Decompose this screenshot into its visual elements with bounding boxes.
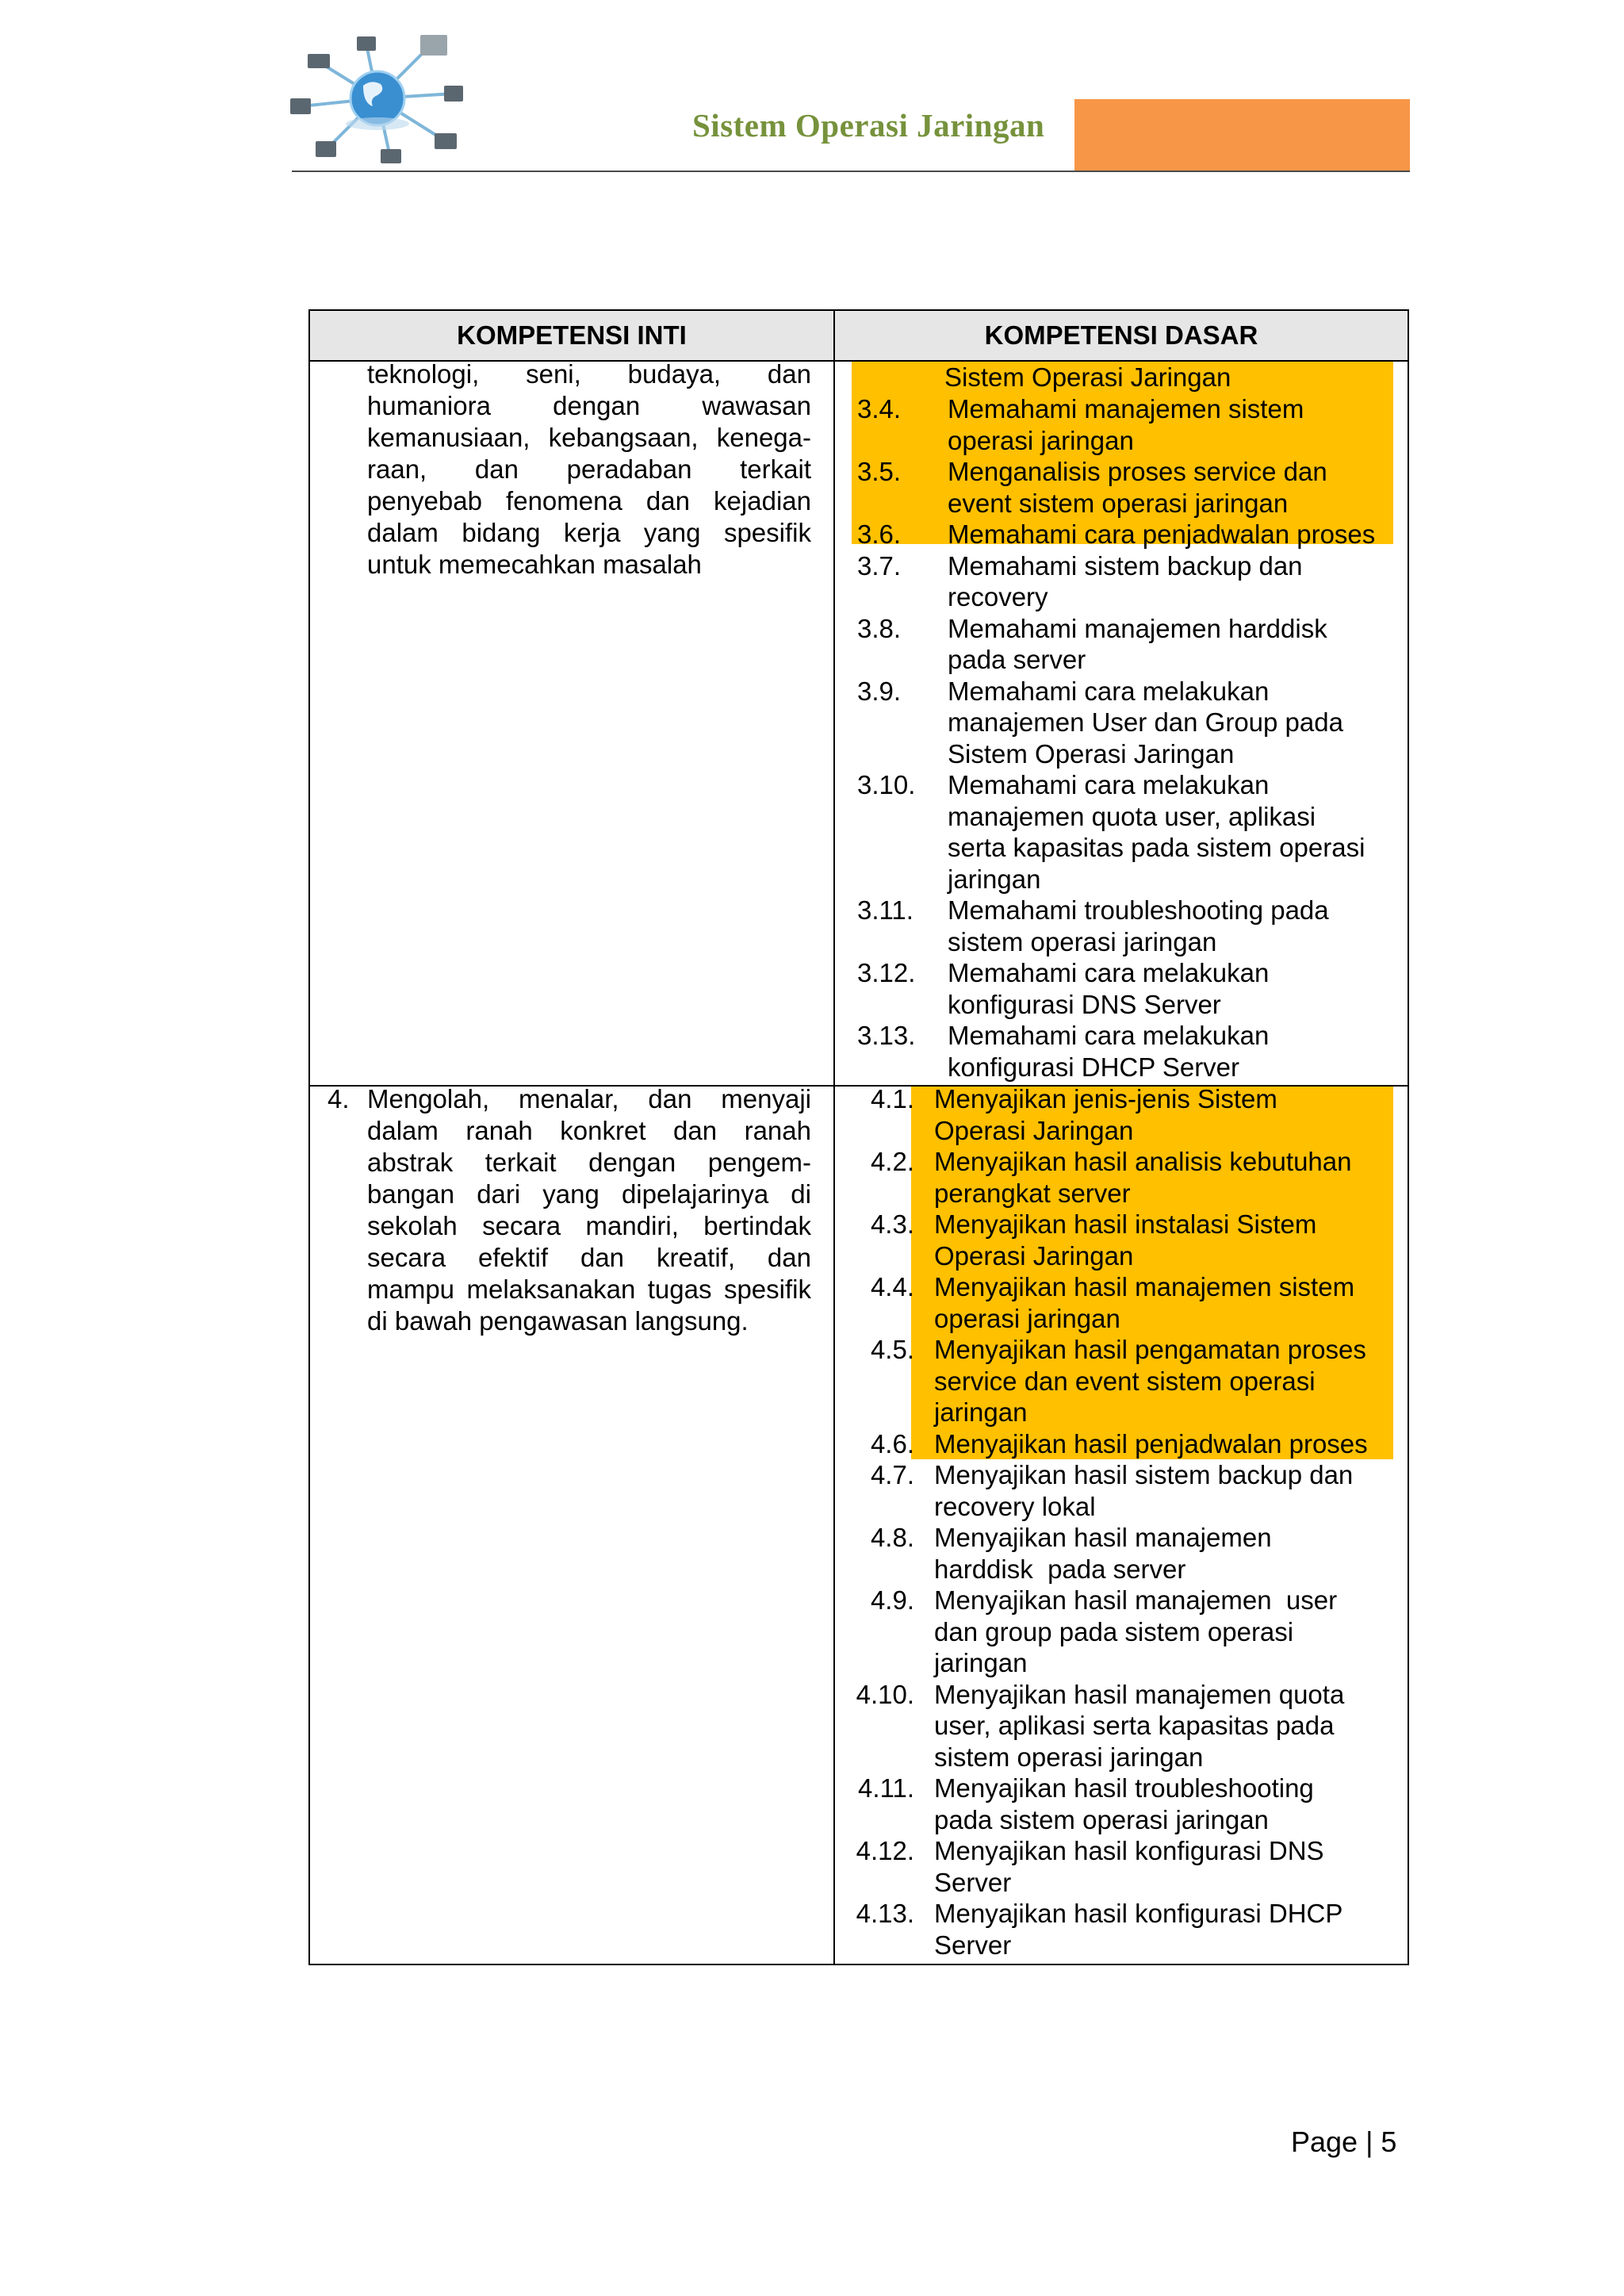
kd4-item-text: user, aplikasi serta kapasitas pada <box>934 1711 1335 1740</box>
ki-text-line: kemanusiaan, kebangsaan, kenega- <box>367 423 811 452</box>
kd4-item-number: 4.12. <box>856 1836 914 1865</box>
kd3-item-number: 3.5. <box>857 457 902 486</box>
kd3-item-text: manajemen User dan Group pada <box>948 707 1343 737</box>
kd4-item-number: 4.10. <box>856 1679 914 1709</box>
ki-text-line: abstrak terkait dengan pengem- <box>367 1148 811 1177</box>
kd4-item-text: dan group pada sistem operasi <box>934 1616 1294 1646</box>
header-title: Sistem Operasi Jaringan <box>692 107 1045 144</box>
kd4-item-text: Menyajikan hasil manajemen <box>934 1523 1272 1552</box>
header-kompetensi-inti: KOMPETENSI INTI <box>457 320 687 350</box>
kd4-item-text: jaringan <box>934 1648 1028 1677</box>
kd4-item-text: Menyajikan hasil instalasi Sistem <box>934 1209 1317 1239</box>
kd4-item-text: Menyajikan hasil sistem backup dan <box>934 1460 1354 1489</box>
kd3-item-text: jaringan <box>948 864 1041 894</box>
kd3-item-number: 3.7. <box>857 550 902 581</box>
ki-text-line: mampu melaksanakan tugas spesifik <box>367 1274 811 1304</box>
kd4-item-text: pada sistem operasi jaringan <box>934 1804 1269 1834</box>
kd4-item-number: 4.6. <box>870 1428 914 1458</box>
page-number: Page | 5 <box>1291 2125 1397 2158</box>
kd3-item-number: 3.8. <box>857 613 902 643</box>
kd4-item-text: Menyajikan hasil manajemen quota <box>934 1679 1345 1709</box>
ki-text-line: raan, dan peradaban terkait <box>367 454 811 484</box>
kd3-item-text: recovery <box>948 582 1048 611</box>
kd3-item-text: serta kapasitas pada sistem operasi <box>948 833 1365 862</box>
kd4-item-text: Menyajikan hasil konfigurasi DNS <box>934 1836 1324 1865</box>
kd3-item-number: 3.11. <box>857 895 914 925</box>
kd4-item-number: 4.8. <box>870 1523 914 1552</box>
ki-text-line: humaniora dengan wawasan <box>367 391 811 420</box>
kd3-item-text: konfigurasi DNS Server <box>948 989 1221 1019</box>
kd3-item-text: konfigurasi DHCP Server <box>948 1052 1240 1082</box>
kd3-item-text: Memahami troubleshooting pada <box>948 895 1329 925</box>
kd4-item-text: sistem operasi jaringan <box>934 1742 1204 1772</box>
ki-text-line: untuk memecahkan masalah <box>367 550 702 579</box>
kd4-item-text: Menyajikan hasil penjadwalan proses <box>934 1428 1368 1458</box>
ki-text-line: sekolah secara mandiri, bertindak <box>367 1211 811 1240</box>
table-header-row <box>310 311 1408 362</box>
kd4-item-text: Menyajikan hasil troubleshooting <box>934 1773 1314 1803</box>
kd4-item-text: Menyajikan hasil manajemen sistem <box>934 1272 1355 1301</box>
kd4-item-number: 4.11. <box>858 1773 914 1803</box>
kd4-item-text: Menyajikan hasil konfigurasi DHCP <box>934 1899 1343 1928</box>
kd4-item-number: 4.4. <box>870 1272 914 1301</box>
kd3-item-text: manajemen quota user, aplikasi <box>948 801 1316 831</box>
kd4-item-text: Menyajikan hasil analisis kebutuhan <box>934 1147 1352 1176</box>
kd4-item-number: 4.9. <box>870 1585 914 1615</box>
ki-text-line: Mengolah, menalar, dan menyaji <box>367 1084 811 1114</box>
kd4-item-text: Operasi Jaringan <box>934 1115 1134 1145</box>
kd3-item-text: Memahami cara melakukan <box>948 958 1270 987</box>
ki4-number: 4. <box>327 1084 350 1114</box>
kd4-item-number: 4.3. <box>870 1209 914 1239</box>
kd3-item-text: Menganalisis proses service dan <box>948 457 1327 486</box>
ki-text-line: penyebab fenomena dan kejadian <box>367 486 811 516</box>
kd4-item-text: perangkat server <box>934 1178 1131 1208</box>
kd3-item-text: Memahami cara penjadwalan proses <box>948 519 1376 549</box>
kd4-item-number: 4.13. <box>856 1899 914 1928</box>
kd4-item-text: service dan event sistem operasi <box>934 1366 1316 1396</box>
kd3-item-number: 3.6. <box>857 519 902 549</box>
kd3-item-text: Memahami manajemen harddisk <box>948 613 1327 643</box>
kd3-item-number: 3.13. <box>857 1021 916 1050</box>
kd3-item-text: Memahami cara melakukan <box>948 676 1270 706</box>
kd3-item-number: 3.12. <box>857 958 916 987</box>
header-kompetensi-dasar: KOMPETENSI DASAR <box>984 320 1258 350</box>
ki-text-line: teknologi, seni, budaya, dan <box>367 359 811 389</box>
kd4-item-text: operasi jaringan <box>934 1303 1120 1333</box>
header-accent-bar <box>1074 99 1410 171</box>
kd4-item-text: Menyajikan jenis-jenis Sistem <box>934 1084 1277 1114</box>
kd3-item-text: pada server <box>948 645 1086 674</box>
kd3-item-text: operasi jaringan <box>948 425 1134 455</box>
kd4-item-text: jaringan <box>934 1397 1028 1427</box>
kd4-item-number: 4.5. <box>870 1335 914 1364</box>
ki-text-line: dalam ranah konkret dan ranah <box>367 1116 811 1145</box>
kd4-item-text: Menyajikan hasil pengamatan proses <box>934 1335 1366 1364</box>
ki-text-line: dalam bidang kerja yang spesifik <box>367 518 811 547</box>
kd3-item-number: 3.4. <box>857 394 902 424</box>
kd4-item-text: Server <box>934 1867 1012 1897</box>
ki-text-line: bangan dari yang dipelajarinya di <box>367 1179 811 1209</box>
competency-table <box>308 309 1409 1965</box>
kd3-item-text: Sistem Operasi Jaringan <box>948 738 1235 769</box>
kd4-item-text: Operasi Jaringan <box>934 1240 1134 1271</box>
kd4-item-number: 4.2. <box>870 1147 914 1176</box>
kd4-item-text: recovery lokal <box>934 1491 1096 1521</box>
kd3-item-number: 3.10. <box>857 770 916 799</box>
kd3-item-text: Memahami sistem backup dan <box>948 550 1303 581</box>
network-globe-icon <box>287 30 468 167</box>
column-divider <box>833 311 835 1964</box>
kd3-item-text: event sistem operasi jaringan <box>948 488 1289 518</box>
kd3-item-text: Memahami cara melakukan <box>948 770 1270 799</box>
kd3-item-text: sistem operasi jaringan <box>948 926 1217 956</box>
kd3-item-text: Memahami manajemen sistem <box>948 394 1304 424</box>
ki-text-line: secara efektif dan kreatif, dan <box>367 1243 811 1272</box>
kd4-item-text: Server <box>934 1930 1012 1960</box>
kd4-item-number: 4.1. <box>870 1084 914 1114</box>
kd3-continuation: Sistem Operasi Jaringan <box>944 362 1231 392</box>
kd3-item-text: Memahami cara melakukan <box>948 1021 1270 1050</box>
kd3-item-number: 3.9. <box>857 676 902 706</box>
header-rule <box>292 171 1410 172</box>
kd4-item-number: 4.7. <box>870 1460 914 1489</box>
kd4-item-text: harddisk pada server <box>934 1554 1186 1584</box>
kd4-item-text: Menyajikan hasil manajemen user <box>934 1585 1338 1615</box>
ki-text-line: di bawah pengawasan langsung. <box>367 1306 749 1336</box>
